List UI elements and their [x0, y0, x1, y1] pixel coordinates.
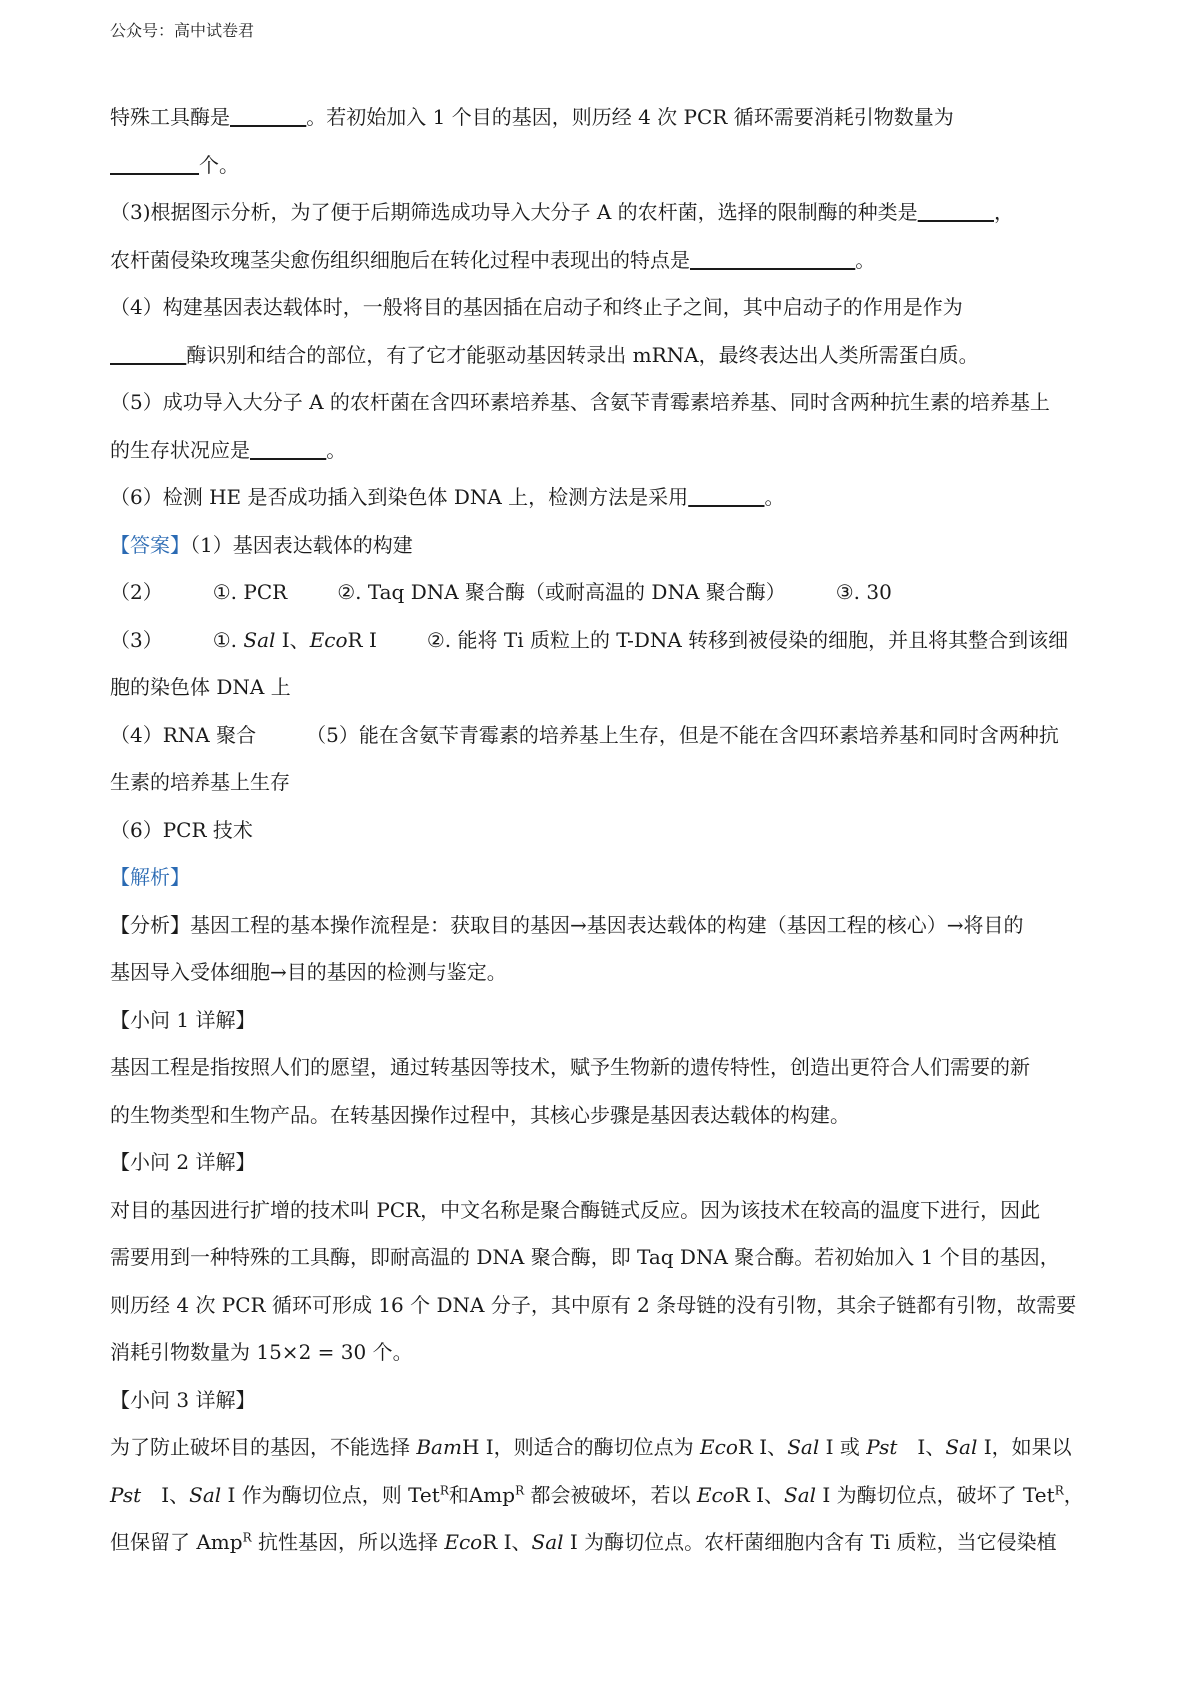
document-body	[110, 94, 1100, 1567]
text: Eco	[700, 1435, 738, 1459]
sub-question-3-line-3	[110, 1519, 1100, 1567]
question-3-line-1	[110, 189, 1100, 237]
page-header: 公众号：高中试卷君	[110, 21, 255, 40]
question-5-line-1: （5）成功导入大分子 A 的农杆菌在含四环素培养基、含氨苄青霉素培养基、同时含两种抗生素的培养基上	[110, 390, 1050, 414]
text: R Ⅰ、	[734, 1482, 785, 1507]
text: 农杆菌侵染玫瑰茎尖愈伤组织细胞后在转化过程中表现出的特点是	[110, 247, 690, 272]
text: 抗性基因，所以选择	[251, 1530, 445, 1554]
superscript: R	[515, 1482, 525, 1497]
sub-question-1-line-2: 的生物类型和生物产品。在转基因操作过程中，其核心步骤是基因表达载体的构建。	[110, 1102, 850, 1127]
superscript: R	[242, 1530, 252, 1545]
analysis-fenxi: 【分析】基因工程的基本操作流程是：获取目的基因→基因表达载体的构建（基因工程的核心）→将目的	[110, 912, 1024, 937]
text: Pst	[866, 1435, 898, 1459]
text: 。若初始加入 1 个目的基因，则历经 4 次 PCR 循环需要消耗引物数量为	[306, 105, 954, 129]
text: I 或	[819, 1435, 867, 1459]
text: 个。	[199, 152, 240, 177]
question-4-line-1: （4）构建基因表达载体时，一般将目的基因插在启动子和终止子之间，其中启动子的作用是作为	[110, 295, 963, 319]
text: （3)根据图示分析，为了便于后期筛选成功导入大分子 A 的农杆菌，选择的限制酶的种类是	[110, 200, 918, 224]
text: I 作为酶切位点，则 Tet	[221, 1482, 440, 1507]
question-4-line-2	[110, 332, 1100, 380]
text: Pst	[110, 1482, 142, 1507]
answer-line-3	[110, 617, 1100, 665]
sub-question-3-title: 【小问 3 详解】	[110, 1387, 256, 1412]
superscript: R	[439, 1482, 449, 1497]
answer-blank	[690, 248, 855, 272]
text: ②. Taq DNA 聚合酶（或耐高温的 DNA 聚合酶）	[337, 580, 786, 604]
question-line-1	[110, 94, 1100, 142]
text: 特殊工具酶是	[110, 105, 230, 129]
answer-blank	[918, 200, 994, 224]
analysis-fenxi-cont: 基因导入受体细胞→目的基因的检测与鉴定。	[110, 960, 507, 984]
text: Sal	[189, 1482, 222, 1507]
text: ③. 30	[835, 580, 892, 604]
text: Sal	[531, 1530, 564, 1554]
text: 酶识别和结合的部位，有了它才能驱动基因转录出 mRNA，最终表达出人类所需蛋白质。	[186, 342, 979, 367]
text: R Ⅰ、	[737, 1435, 788, 1459]
text: 。	[855, 247, 876, 272]
text: I 为酶切位点。农杆菌细胞内含有 Ti 质粒，当它侵染植	[563, 1530, 1057, 1554]
text: H I，则适合的酶切位点为	[461, 1435, 701, 1459]
sub-question-1-title: 【小问 1 详解】	[110, 1007, 256, 1032]
answer-blank	[250, 438, 326, 462]
sub-question-3-line-2	[110, 1472, 1100, 1520]
text: Ⅰ、	[275, 627, 310, 652]
text: （6）检测 HE 是否成功插入到染色体 DNA 上，检测方法是采用	[110, 485, 689, 509]
text: Sal	[787, 1435, 820, 1459]
question-3-line-2	[110, 237, 1100, 285]
question-6-line	[110, 474, 1100, 522]
question-5-line-2	[110, 427, 1100, 475]
answer-blank	[230, 105, 306, 129]
analysis-label: 【解析】	[110, 865, 190, 889]
sub-question-2-line-3: 则历经 4 次 PCR 循环可形成 16 个 DNA 分子，其中原有 2 条母链的没有引物，其余子链都有引物，故需要	[110, 1292, 1077, 1317]
answer-line-5-cont: 生素的培养基上生存	[110, 770, 290, 794]
answer-line-1	[110, 522, 1100, 570]
text: Eco	[696, 1482, 735, 1507]
answer-line-3-cont: 胞的染色体 DNA 上	[110, 675, 291, 699]
answer-label: 【答案】	[110, 532, 190, 557]
text: 和Amp	[448, 1482, 516, 1507]
text: （3）	[110, 627, 163, 652]
text: （2）	[110, 580, 163, 604]
answer-line-6: （6）PCR 技术	[110, 817, 253, 842]
text: 的生存状况应是	[110, 437, 250, 462]
sub-question-2-line-4: 消耗引物数量为 15×2 = 30 个。	[110, 1340, 413, 1364]
text: （4）RNA 聚合	[110, 722, 257, 747]
sub-question-2-line-2: 需要用到一种特殊的工具酶，即耐高温的 DNA 聚合酶，即 Taq DNA 聚合酶。若初始加入 1 个目的基因，	[110, 1245, 1060, 1269]
text: I，如果以	[977, 1435, 1072, 1459]
text: 但保留了 Amp	[110, 1530, 243, 1554]
sub-question-1-line-1: 基因工程是指按照人们的愿望，通过转基因等技术，赋予生物新的遗传特性，创造出更符合人们需要的新	[110, 1055, 1030, 1079]
superscript: R	[1054, 1482, 1064, 1497]
text: Eco	[309, 627, 348, 652]
sub-question-2-title: 【小问 2 详解】	[110, 1150, 256, 1174]
text: 。	[326, 437, 347, 462]
text: I 为酶切位点，破坏了 Tet	[816, 1482, 1055, 1507]
text: （5）能在含氨苄青霉素的培养基上生存，但是不能在含四环素培养基和同时含两种抗	[306, 722, 1059, 747]
text: 都会被破坏，若以	[524, 1482, 697, 1507]
text: ，	[993, 200, 1014, 224]
text: Bam	[416, 1435, 462, 1459]
question-line-2	[110, 142, 1100, 190]
answer-blank	[110, 153, 199, 177]
text: Ⅰ、	[141, 1482, 190, 1507]
text: Sal	[243, 627, 276, 652]
text: 。	[764, 485, 785, 509]
answer-blank	[110, 343, 186, 367]
text: 为了防止破坏目的基因，不能选择	[110, 1435, 417, 1459]
text: R Ⅰ	[347, 627, 377, 652]
answer-line-2	[110, 569, 1100, 617]
text: Sal	[945, 1435, 978, 1459]
text: Sal	[784, 1482, 817, 1507]
text: （1）基因表达载体的构建	[190, 532, 413, 557]
sub-question-3-line-1	[110, 1424, 1100, 1472]
answer-blank	[688, 485, 764, 509]
text: Ⅰ、	[897, 1435, 946, 1459]
text: R Ⅰ、	[482, 1530, 532, 1554]
sub-question-2-line-1: 对目的基因进行扩增的技术叫 PCR，中文名称是聚合酶链式反应。因为该技术在较高的温度下进行，因此	[110, 1197, 1041, 1222]
answer-line-4-5	[110, 712, 1100, 760]
text: ②. 能将 Ti 质粒上的 T-DNA 转移到被侵染的细胞，并且将其整合到该细	[426, 627, 1069, 652]
text: ，	[1063, 1482, 1084, 1507]
text: ①.	[212, 627, 244, 652]
text: ①. PCR	[212, 580, 288, 604]
text: Eco	[444, 1530, 483, 1554]
